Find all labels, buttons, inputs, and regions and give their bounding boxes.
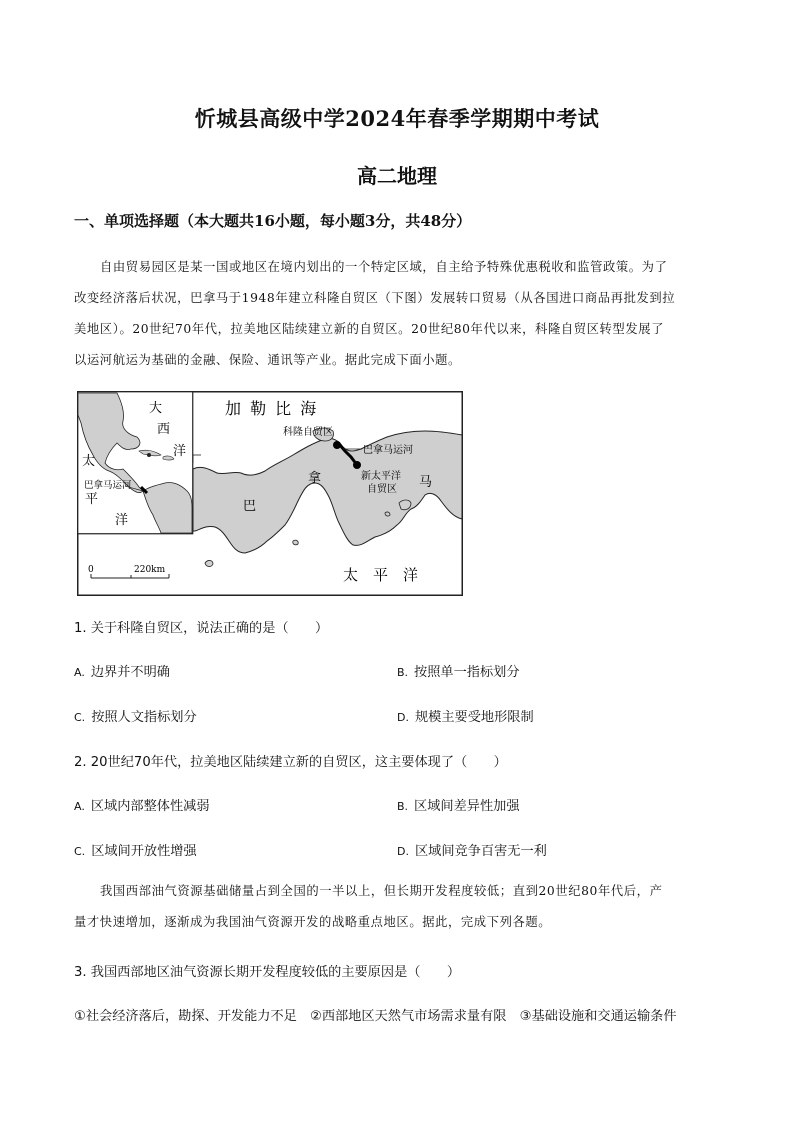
- option-letter: A.: [74, 800, 85, 813]
- passage-line: 量才快速增加，逐渐成为我国油气资源开发的战略重点地区。据此，完成下列各题。: [74, 915, 552, 929]
- inset-label: 洋: [173, 444, 187, 459]
- inset-label: 平: [85, 492, 99, 507]
- option-text: 按照单一指标划分: [414, 665, 520, 680]
- subject-title: 高二地理: [357, 164, 437, 188]
- q1-option-c[interactable]: [74, 706, 197, 725]
- option-letter: C.: [74, 711, 86, 724]
- q2-option-a[interactable]: [74, 795, 210, 814]
- country-label-char: 拿: [308, 471, 322, 486]
- question-3-stem: 3. 我国西部地区油气资源长期开发程度较低的主要原因是（ ）: [74, 965, 461, 980]
- island: [205, 560, 213, 566]
- question-2-stem: 2. 20世纪70年代，拉美地区陆续建立新的自贸区，这主要体现了（ ）: [74, 755, 507, 770]
- passage-line: 美地区）。20世纪70年代，拉美地区陆续建立新的自贸区。20世纪80年代以来，科隆自贸区转型发展了: [74, 322, 665, 336]
- country-label-char: 巴: [243, 499, 257, 514]
- island: [293, 540, 298, 545]
- scale-zero: 0: [88, 565, 94, 575]
- option-text: 区域间差异性加强: [414, 799, 520, 814]
- option-text: 区域间开放性增强: [91, 844, 197, 859]
- q3-statements-line: ①社会经济落后，勘探、开发能力不足 ②西部地区天然气市场需求量有限 ③基础设施和交通运输条件: [74, 1009, 677, 1024]
- q2-option-c[interactable]: [74, 840, 197, 859]
- option-text: 按照人文指标划分: [91, 710, 197, 725]
- passage-line: 自由贸易园区是某一国或地区在境内划出的一个特定区域，自主给予特殊优惠税收和监管政策。为了: [100, 260, 668, 274]
- option-letter: C.: [74, 845, 86, 858]
- option-text: 区域内部整体性减弱: [90, 799, 210, 814]
- passage-oil-gas: [74, 876, 720, 938]
- option-letter: D.: [397, 845, 409, 858]
- option-text: 规模主要受地形限制: [414, 710, 534, 725]
- passage-free-trade-zone: [74, 252, 720, 376]
- q1-option-b[interactable]: [397, 661, 520, 680]
- inset-map: [78, 392, 193, 534]
- island: [385, 512, 390, 516]
- caribbean-sea-label: 加 勒 比 海: [225, 399, 319, 418]
- scale-distance: 220km: [134, 565, 166, 575]
- inset-label: 巴拿马运河: [84, 480, 132, 491]
- pacific-ocean-label: 太 平 洋: [343, 566, 419, 584]
- passage-line: 以运河航运为基础的金融、保险、通讯等产业。据此完成下面小题。: [74, 353, 461, 367]
- passage-line: 改变经济落后状况，巴拿马于1948年建立科隆自贸区（下图）发展转口贸易（从各国进口商品再批发到拉: [74, 291, 676, 305]
- q1-option-a[interactable]: [74, 661, 170, 680]
- new-pacific-zone-label: 自贸区: [367, 484, 397, 495]
- country-label-char: 马: [419, 475, 433, 490]
- inset-label: 洋: [115, 513, 129, 528]
- exam-title: 忻城县高级中学2024年春季学期期中考试: [194, 106, 600, 131]
- panama-map-figure: [77, 391, 463, 596]
- new-pacific-zone-marker: [353, 461, 361, 469]
- inset-label: 太: [82, 454, 96, 469]
- colon-zone-marker: [333, 441, 341, 449]
- q2-option-b[interactable]: [397, 795, 520, 814]
- q1-option-d[interactable]: [397, 706, 534, 725]
- option-letter: D.: [397, 711, 409, 724]
- option-letter: A.: [74, 666, 85, 679]
- inset-label: 大: [149, 401, 163, 416]
- inset-label: 西: [157, 422, 171, 437]
- panama-canal-label: 巴拿马运河: [363, 445, 413, 456]
- section-heading: 一、单项选择题（本大题共16小题，每小题3分，共48分）: [74, 212, 472, 230]
- option-text: 边界并不明确: [90, 665, 170, 680]
- q2-option-d[interactable]: [397, 840, 547, 859]
- passage-line: 我国西部油气资源基础储量占到全国的一半以上，但长期开发程度较低；直到20世纪80年代后，产: [100, 884, 663, 898]
- colon-zone-label: 科隆自贸区: [283, 427, 333, 438]
- option-letter: B.: [397, 800, 409, 813]
- island: [399, 500, 411, 510]
- new-pacific-zone-label: 新太平洋: [361, 471, 401, 482]
- question-1-stem: 1. 关于科隆自贸区，说法正确的是（ ）: [74, 621, 329, 636]
- option-letter: B.: [397, 666, 409, 679]
- option-text: 区域间竞争百害无一利: [414, 844, 547, 859]
